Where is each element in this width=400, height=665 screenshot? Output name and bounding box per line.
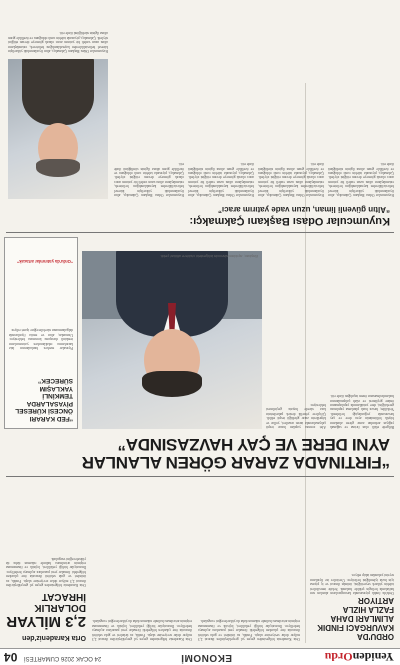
newspaper-logo (325, 649, 394, 664)
top-story (6, 483, 302, 643)
photo-caption: Başkan, açıklamalarında bölgedeki risklere dikkat çekti. (159, 254, 258, 259)
masthead-bar (0, 648, 400, 665)
left-story-kicker: ORDU'DA KAVURGACI FINDIK ALIMLARI DAHA FAZLA HIZLA ARTIYOR (317, 596, 394, 641)
bottom-story-photo (8, 59, 108, 199)
logo-main: Yeniden (352, 650, 394, 664)
top-story-headline-2: 2,3 MİLYAR (6, 613, 86, 630)
section-divider (6, 476, 394, 477)
right-box-headline: “FED KARARI ÖNCESİ KÜRESEL PİYASALARDA TEMKİNLİ YAKLAŞIM SÜRECEK” (15, 377, 73, 422)
logo-accent: Ordu (324, 650, 353, 664)
bottom-divider (6, 232, 394, 233)
top-story-body-col1: Orta Karadeniz bölgesinden geçen yıl gerçekleştirilen ihracat 2,3 milyar dolar seviyesine ulaştı. Fındık, su ürünleri ve gıda sektörü ihracatta öne çıkarken bölgedeki firmalar yeni pazarlara açılmayı hedefliyor. İhracatçılar birliği yetkilileri, lojistik ve finansmana erişimin artırılması halinde rakamın daha da yükseleceğini vurguladı. (198, 619, 300, 641)
person-hair (142, 371, 202, 397)
main-headline-1: “FIRTINADA ZARAR GÖREN ALANLAR (82, 453, 390, 472)
main-story-photo (82, 251, 262, 429)
section-title: EKONOMİ (180, 652, 232, 663)
portrait-hair (36, 159, 80, 177)
issue-date: 24 OCAK 2026 CUMARTESİ (24, 655, 102, 661)
bottom-body-col1: Kuyumcular Odası Başkanı Çakmakçı, altın fiyatlarındaki yükselişin küresel belirsizliklerden kaynaklandığını belirterek, vatandaşların altını uzun vadeli bir yatırım aracı olarak görmeye devam ettiğini söyledi. Çakmakçı, piyasada talebin canlı olduğunu ve özellikle gram altına ilginin sürdüğünü ifade etti. (328, 162, 394, 197)
main-headline-2: AYNI DERE VE ÇAY HAVZASINDA” (117, 435, 390, 454)
portrait-suit (22, 59, 94, 125)
bottom-body-col2: Kuyumcular Odası Başkanı Çakmakçı, altın fiyatlarındaki yükselişin küresel belirsizliklerden kaynaklandığını belirterek, vatandaşların altını uzun vadeli bir yatırım aracı olarak görmeye devam ettiğini söyledi. Çakmakçı, piyasada talebin canlı olduğunu ve özellikle gram altına ilginin sürdüğünü ifade etti. (258, 162, 324, 197)
top-story-body-col3: Orta Karadeniz bölgesinden geçen yıl gerçekleştirilen ihracat 2,3 milyar dolar seviyesine ulaştı. Fındık, su ürünleri ve gıda sektörü ihracatta öne çıkarken bölgedeki firmalar yeni pazarlara açılmayı hedefliyor. İhracatçılar birliği yetkilileri, lojistik ve finansmana erişimin artırılması halinde rakamın daha da yükseleceğini vurguladı. (6, 556, 86, 587)
right-box-tag: “Ordu'da yatırımlar artacak” (17, 259, 73, 264)
main-story-body-left: Bölgede etkili olan fırtına ve sağanak yağışın ardından zarar gören alanların büyük bölümünün aynı dere ve çay havzasında yoğunlaştığı belirlendi. Yetkililer, havza bazlı planlama yapılması gerektiğini, dere yataklarında yapılaşmanın önüne geçilmesi ve ıslah çalışmalarının hızlandırılmasının önem taşıdığını ifade etti. (330, 394, 394, 429)
main-story-body-left-2: Afet sonrası yapılan hasar tespit çalışmalarında tarım arazileri, yollar ve köprülerin zarar gördüğü tespit edildi. Çiftçilere yönelik destek paketlerinin kısa sürede hayata geçirilmesi bekleniyor. (266, 402, 326, 429)
left-story-body: Ordu'da fındık piyasasında kavurgacıların alımları son haftalarda belirgin şekilde hızlandı. Sektör temsilcileri talebin yüksek seyrettiğini, ürünün ihracat ve iç piyasa için hızla işlendiğini belirtiyor. Üreticiler ise fiyatların seyrini yakından takip ediyor. (310, 573, 394, 595)
bottom-body-col4: Kuyumcular Odası Başkanı Çakmakçı, altın fiyatlarındaki yükselişin küresel belirsizliklerden kaynaklandığını belirterek, vatandaşların altını uzun vadeli bir yatırım aracı olarak görmeye devam ettiğini söyledi. Çakmakçı, piyasada talebin canlı olduğunu ve özellikle gram altına ilginin sürdüğünü ifade etti. (114, 162, 184, 197)
top-story-headline-1: Orta Karadeniz'den (22, 634, 86, 641)
top-story-headline-3: DOLARLIK İHRACAT (34, 591, 86, 613)
right-sidebar-box (4, 237, 78, 429)
bottom-story-subheadline: “Altın güvenli liman, uzun vade yatırım aracı” (217, 205, 390, 214)
bottom-body-col3: Kuyumcular Odası Başkanı Çakmakçı, altın fiyatlarındaki yükselişin küresel belirsizliklerden kaynaklandığını belirterek, vatandaşların altını uzun vadeli bir yatırım aracı olarak görmeye devam ettiğini söyledi. Çakmakçı, piyasada talebin canlı olduğunu ve özellikle gram altına ilginin sürdüğünü ifade etti. (188, 162, 254, 197)
top-story-body-col2: Orta Karadeniz bölgesinden geçen yıl gerçekleştirilen ihracat 2,3 milyar dolar seviyesine ulaştı. Fındık, su ürünleri ve gıda sektörü ihracatta öne çıkarken bölgedeki firmalar yeni pazarlara açılmayı hedefliyor. İhracatçılar birliği yetkilileri, lojistik ve finansmana erişimin artırılması halinde rakamın daha da yükseleceğini vurguladı. (92, 619, 192, 641)
bottom-story-headline: Kuyumcular Odası Başkanı Çakmakçı: (189, 215, 390, 227)
right-box-body: Piyasalar merkez bankalarının faiz kararlarına odaklanırken yatırımcıların temkinli duruşunu koruması bekleniyor. Uzmanlar, altın ve emtia fiyatlarında dalgalanmanın sürebileceğine işaret ediyor. (9, 328, 73, 350)
bottom-body-col5: Kuyumcular Odası Başkanı Çakmakçı, altın fiyatlarındaki yükselişin küresel belirsizliklerden kaynaklandığını belirterek, vatandaşların altını uzun vadeli bir yatırım aracı olarak görmeye devam ettiğini söyledi. Çakmakçı, piyasada talebin canlı olduğunu ve özellikle gram altına ilginin sürdüğünü ifade etti. (8, 31, 108, 53)
page-number: 04 (4, 650, 18, 664)
